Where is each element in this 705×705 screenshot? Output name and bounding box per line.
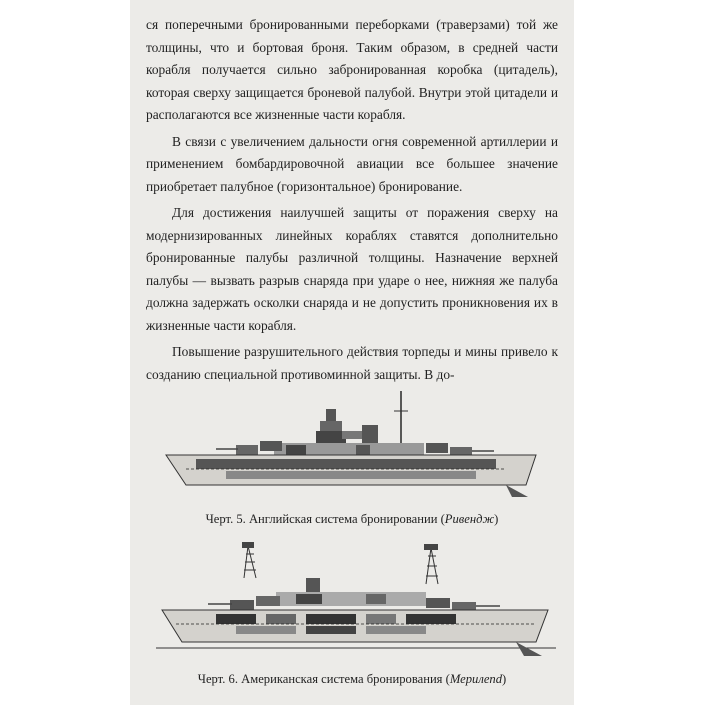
caption-6-ship: Мерилend <box>449 672 502 686</box>
caption-5-ship: Ривендж <box>444 512 495 526</box>
paragraph-4: Повышение разрушительного действия торпеды и мины привело к созданию специальной противоминной защиты. В до- <box>146 344 558 382</box>
caption-6-prefix: Черт. 6. Американская система бронирования ( <box>197 672 450 686</box>
body-text <box>146 14 558 390</box>
figure-revenge-drawing <box>156 385 546 503</box>
revenge-ship-illustration <box>156 385 546 503</box>
figure-5-caption <box>130 512 574 527</box>
paragraph-2: В связи с увеличением дальности огня современной артиллерии и применением бомбардировочной авиации все большее значение приобретает палубное (горизонтальное) бронирование. <box>146 133 558 194</box>
caption-5-prefix: Черт. 5. Английская система бронировании ( <box>205 512 445 526</box>
paragraph-3: Для достижения наилучшей защиты от поражения сверху на модернизированных линейных кораблях ставятся дополнительно бронированные палубы различной толщины. Назначение верхней палубы — вызвать разрыв снаряда при ударе о нее, нижняя же палуба должна задержать осколки снаряда и не допустить проникновения их в жизненные части корабля. <box>146 205 558 333</box>
maryland-ship-illustration <box>156 538 556 662</box>
book-page <box>130 0 574 705</box>
figure-6-caption <box>130 672 574 687</box>
figure-maryland-drawing <box>156 538 556 662</box>
caption-5-suffix: ) <box>494 512 499 526</box>
paragraph-1: ся поперечными бронированными переборками (траверзами) той же толщины, что и бортовая броня. Таким образом, в средней части корабля получается сильно забронированная коробка (цитадель), которая сверху защищается броневой палубой. Внутри этой цитадели и располагаются все жизненные части корабля. <box>146 17 558 122</box>
caption-6-suffix: ) <box>502 672 507 686</box>
